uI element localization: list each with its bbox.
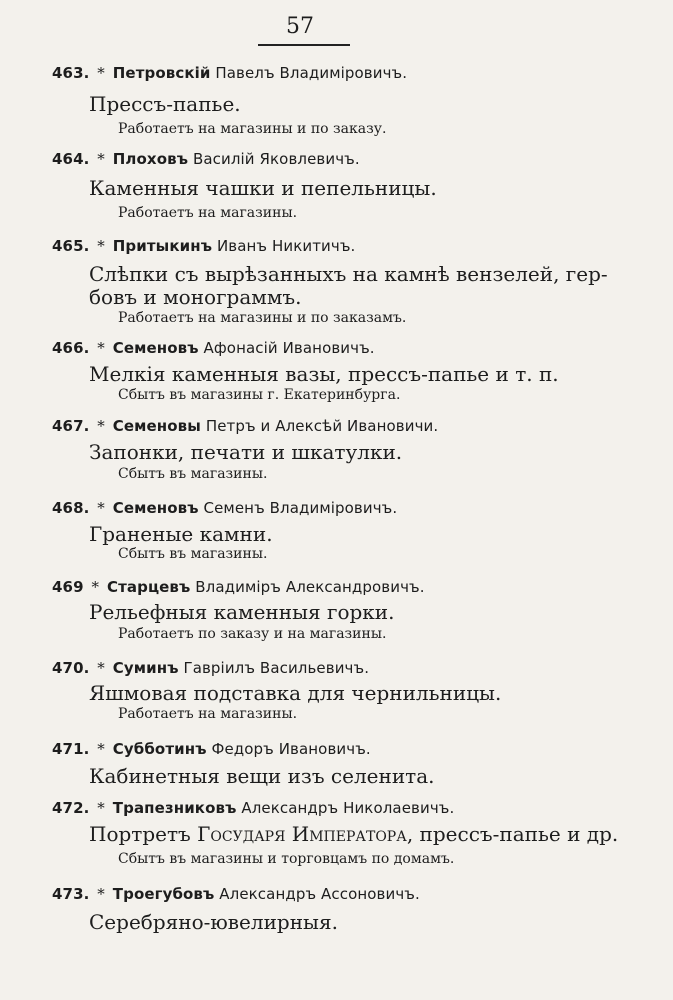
entry-given-name: Василій Яковлевичъ. xyxy=(192,150,360,168)
entry-given-name: Иванъ Никитичъ. xyxy=(216,237,356,255)
entry-number: 468. xyxy=(52,499,90,517)
entry-surname: Плоховъ xyxy=(112,150,189,168)
entry-star: * xyxy=(97,740,105,758)
entry-number: 472. xyxy=(52,799,90,817)
entry-heading xyxy=(52,885,420,903)
entry-product: Кабинетныя вещи изъ селенита. xyxy=(89,764,435,788)
product-part-portrait: Портретъ xyxy=(89,822,198,846)
entry-product: Мелкія каменныя вазы, прессъ-папье и т. п. xyxy=(89,362,559,386)
entry-surname: Суминъ xyxy=(112,659,179,677)
entry-note: Работаетъ на магазины. xyxy=(118,706,298,722)
entry-number: 473. xyxy=(52,885,90,903)
entry-number: 463. xyxy=(52,64,90,82)
entry-note: Работаетъ на магазины. xyxy=(118,205,298,221)
entry-surname: Петровскій xyxy=(112,64,211,82)
entry-star: * xyxy=(97,150,105,168)
entry-number: 471. xyxy=(52,740,90,758)
entry-product xyxy=(89,822,618,846)
entry-surname: Старцевъ xyxy=(106,578,191,596)
entry-heading xyxy=(52,799,454,817)
entry-note: Работаетъ на магазины и по заказу. xyxy=(118,121,387,137)
entry-star: * xyxy=(97,799,105,817)
entry-heading xyxy=(52,237,355,255)
entry-star: * xyxy=(97,64,105,82)
entry-number: 470. xyxy=(52,659,90,677)
entry-note: Работаетъ по заказу и на магазины. xyxy=(118,626,387,642)
entry-product: Каменныя чашки и пепельницы. xyxy=(89,176,437,200)
entry-product: Прессъ-папье. xyxy=(89,92,241,116)
page-number-rule xyxy=(258,44,350,46)
entry-product-line-2: бовъ и монограммъ. xyxy=(89,285,302,309)
entry-star: * xyxy=(97,499,105,517)
entry-note: Работаетъ на магазины и по заказамъ. xyxy=(118,310,407,326)
entry-number: 469 xyxy=(52,578,84,596)
entry-surname: Троегубовъ xyxy=(112,885,215,903)
entry-surname: Семеновы xyxy=(112,417,201,435)
entry-note: Сбытъ въ магазины г. Екатеринбурга. xyxy=(118,387,401,403)
entry-surname: Субботинъ xyxy=(112,740,207,758)
entry-given-name: Павелъ Владиміровичъ. xyxy=(215,64,408,82)
entry-surname: Семеновъ xyxy=(112,339,199,357)
entry-surname: Притыкинъ xyxy=(112,237,213,255)
entry-given-name: Гавріилъ Васильевичъ. xyxy=(183,659,370,677)
entry-product: Граненые камни. xyxy=(89,522,273,546)
entry-star: * xyxy=(91,578,100,596)
entry-heading xyxy=(52,499,397,517)
entry-heading xyxy=(52,339,375,357)
entry-star: * xyxy=(97,417,105,435)
entry-product: Рельефныя каменныя горки. xyxy=(89,600,395,624)
entry-heading xyxy=(52,150,360,168)
product-part-emperor: Государя Императора xyxy=(197,822,407,846)
entry-note: Сбытъ въ магазины. xyxy=(118,466,268,482)
entry-heading xyxy=(52,417,438,435)
entry-given-name: Александръ Николаевичъ. xyxy=(241,799,455,817)
entry-number: 467. xyxy=(52,417,90,435)
entry-product-line-1: Слѣпки съ вырѣзанныхъ на камнѣ вензелей, гер- xyxy=(89,262,608,286)
page-number: 57 xyxy=(286,14,314,39)
entry-note: Сбытъ въ магазины. xyxy=(118,546,268,562)
entry-heading xyxy=(52,659,369,677)
entry-product: Запонки, печати и шкатулки. xyxy=(89,440,403,464)
entry-product: Яшмовая подставка для чернильницы. xyxy=(89,681,502,705)
entry-given-name: Афонасій Ивановичъ. xyxy=(203,339,375,357)
entry-heading xyxy=(52,64,407,82)
entry-star: * xyxy=(97,659,105,677)
entry-surname: Семеновъ xyxy=(112,499,199,517)
entry-star: * xyxy=(97,885,105,903)
entry-surname: Трапезниковъ xyxy=(112,799,237,817)
entry-note: Сбытъ въ магазины и торговцамъ по домамъ. xyxy=(118,851,455,867)
entry-given-name: Федоръ Ивановичъ. xyxy=(211,740,371,758)
entry-product: Серебряно-ювелирныя. xyxy=(89,910,338,934)
entry-given-name: Петръ и Алексѣй Ивановичи. xyxy=(205,417,439,435)
entry-number: 465. xyxy=(52,237,90,255)
entry-heading xyxy=(52,578,425,596)
entry-star: * xyxy=(97,339,105,357)
entry-number: 464. xyxy=(52,150,90,168)
entry-given-name: Александръ Ассоновичъ. xyxy=(219,885,420,903)
entry-given-name: Семенъ Владиміровичъ. xyxy=(203,499,398,517)
entry-heading xyxy=(52,740,371,758)
entry-number: 466. xyxy=(52,339,90,357)
product-part-rest: , прессъ-папье и др. xyxy=(406,822,619,846)
entry-given-name: Владиміръ Александровичъ. xyxy=(195,578,425,596)
entry-star: * xyxy=(97,237,105,255)
